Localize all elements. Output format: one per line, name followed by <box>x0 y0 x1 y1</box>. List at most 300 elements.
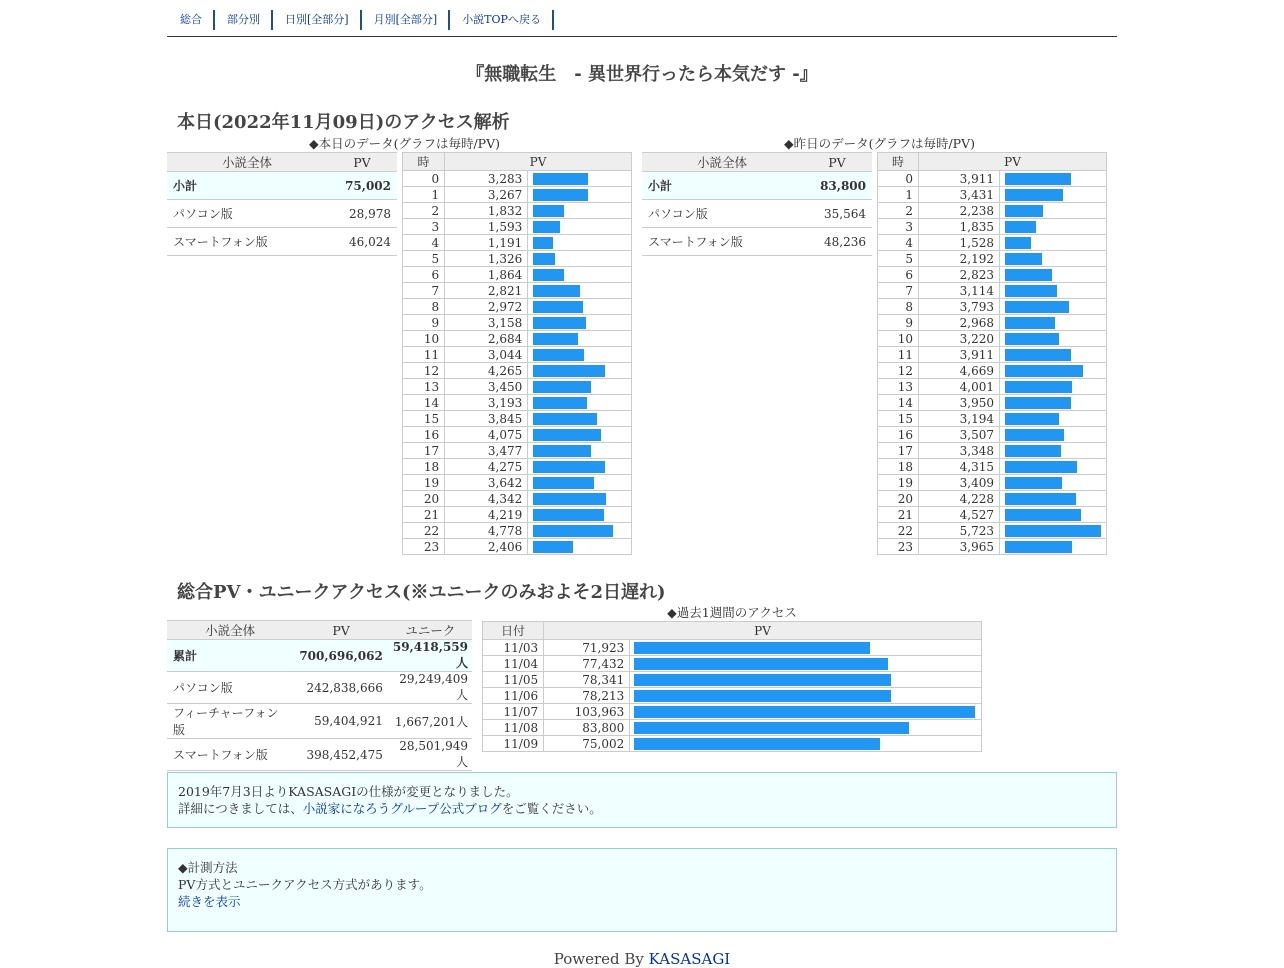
pv-value: 5,723 <box>919 523 1000 539</box>
bar-cell <box>528 475 632 491</box>
bar-cell <box>528 203 632 219</box>
bar-cell <box>1000 427 1107 443</box>
pv-bar <box>1005 413 1059 425</box>
pv-bar <box>533 205 564 217</box>
pv-value: 3,450 <box>445 379 528 395</box>
row-label: パソコン版 <box>167 200 327 228</box>
hour-label: 13 <box>403 379 445 395</box>
pv-value: 1,832 <box>445 203 528 219</box>
pv-value: 3,477 <box>445 443 528 459</box>
pv-bar <box>533 173 588 185</box>
date-label: 11/05 <box>483 672 544 688</box>
pv-bar <box>533 509 604 521</box>
pv-header: PV <box>919 153 1107 171</box>
show-more-link[interactable]: 続きを表示 <box>178 894 241 909</box>
pv-value: 3,193 <box>445 395 528 411</box>
pv-bar <box>533 285 580 297</box>
hour-label: 7 <box>403 283 445 299</box>
hour-row <box>403 187 632 203</box>
row-label: スマートフォン版 <box>167 228 327 256</box>
pv-value: 1,191 <box>445 235 528 251</box>
pv-value: 3,911 <box>919 347 1000 363</box>
week-caption: ◆過去1週間のアクセス <box>667 605 797 620</box>
pv-value: 4,219 <box>445 507 528 523</box>
hour-label: 3 <box>878 219 919 235</box>
novel-title: 『無職転生 - 異世界行ったら本気だす -』 <box>466 64 818 85</box>
row-label: 小計 <box>167 172 327 200</box>
row-label: スマートフォン版 <box>167 739 293 771</box>
bar-cell <box>528 411 632 427</box>
bar-cell <box>528 283 632 299</box>
pv-value: 4,778 <box>445 523 528 539</box>
pv-value: 3,793 <box>919 299 1000 315</box>
bar-cell <box>630 704 982 720</box>
pv-value: 71,923 <box>544 640 630 656</box>
date-label: 11/08 <box>483 720 544 736</box>
hour-label: 2 <box>878 203 919 219</box>
pv-bar <box>634 738 880 750</box>
pv-bar <box>1005 173 1071 185</box>
pv-bar <box>533 525 613 537</box>
pv-bar <box>533 189 588 201</box>
hour-label: 22 <box>403 523 445 539</box>
hour-label: 23 <box>878 539 919 555</box>
pv-bar <box>1005 317 1055 329</box>
pv-value: 103,963 <box>544 704 630 720</box>
row-unique: 29,249,409人 <box>389 672 472 704</box>
bar-cell <box>528 379 632 395</box>
bar-cell <box>630 720 982 736</box>
bar-cell <box>1000 395 1107 411</box>
pv-value: 1,835 <box>919 219 1000 235</box>
pv-value: 1,593 <box>445 219 528 235</box>
pv-value: 4,342 <box>445 491 528 507</box>
bar-cell <box>1000 347 1107 363</box>
bar-cell <box>528 539 632 555</box>
bar-cell <box>528 299 632 315</box>
pv-header: PV <box>544 622 982 640</box>
pv-header: PV <box>445 153 632 171</box>
row-pv: 59,404,921 <box>293 704 389 739</box>
pv-value: 2,821 <box>445 283 528 299</box>
row-label: パソコン版 <box>642 200 802 228</box>
nav-novel-top-link[interactable]: 小説TOPへ戻る <box>450 10 554 30</box>
week-row <box>483 720 982 736</box>
bar-cell <box>528 459 632 475</box>
hour-label: 20 <box>403 491 445 507</box>
pv-bar <box>533 317 586 329</box>
hour-row <box>878 267 1107 283</box>
hour-label: 10 <box>403 331 445 347</box>
table-row <box>642 200 872 228</box>
bar-cell <box>528 187 632 203</box>
total-header-pv: PV <box>293 621 389 640</box>
nav-daily-link[interactable]: 日別[全部分] <box>273 10 362 30</box>
pv-bar <box>533 381 591 393</box>
hour-row <box>878 523 1107 539</box>
bar-cell <box>1000 443 1107 459</box>
date-label: 11/06 <box>483 688 544 704</box>
nav-partial-link[interactable]: 部分別 <box>215 10 273 30</box>
summary-header-label: 小説全体 <box>167 153 327 172</box>
pv-value: 3,044 <box>445 347 528 363</box>
notice-line2-prefix: 詳細につきましては、 <box>178 801 303 816</box>
pv-value: 2,823 <box>919 267 1000 283</box>
official-blog-link[interactable]: 小説家になろうグループ公式ブログ <box>302 801 502 816</box>
row-value: 75,002 <box>327 172 397 200</box>
pv-value: 3,283 <box>445 171 528 187</box>
pv-bar <box>533 397 587 409</box>
bar-cell <box>1000 491 1107 507</box>
kasasagi-link[interactable]: KASASAGI <box>648 950 731 968</box>
today-heading: 本日(2022年11月09日)のアクセス解析 <box>177 112 510 133</box>
table-row <box>167 739 472 771</box>
hour-row <box>403 427 632 443</box>
pv-value: 4,075 <box>445 427 528 443</box>
pv-value: 2,968 <box>919 315 1000 331</box>
bar-cell <box>630 672 982 688</box>
hour-row <box>878 315 1107 331</box>
bar-cell <box>1000 267 1107 283</box>
hour-row <box>403 171 632 187</box>
pv-value: 3,409 <box>919 475 1000 491</box>
pv-value: 4,275 <box>445 459 528 475</box>
hour-label: 1 <box>878 187 919 203</box>
row-label: フィーチャーフォン版 <box>167 704 293 739</box>
row-value: 46,024 <box>327 228 397 256</box>
pv-value: 2,238 <box>919 203 1000 219</box>
footer-prefix: Powered By <box>553 950 649 968</box>
date-header: 日付 <box>483 622 544 640</box>
pv-value: 78,213 <box>544 688 630 704</box>
table-row <box>167 200 397 228</box>
pv-bar <box>1005 477 1062 489</box>
pv-value: 1,864 <box>445 267 528 283</box>
hour-label: 3 <box>403 219 445 235</box>
bar-cell <box>528 443 632 459</box>
hour-row <box>403 443 632 459</box>
hour-label: 20 <box>878 491 919 507</box>
nav-monthly-link[interactable]: 月別[全部分] <box>362 10 451 30</box>
bar-cell <box>528 251 632 267</box>
bar-cell <box>528 363 632 379</box>
hour-label: 4 <box>403 235 445 251</box>
bar-cell <box>528 171 632 187</box>
hour-row <box>878 171 1107 187</box>
bar-cell <box>1000 539 1107 555</box>
pv-value: 3,348 <box>919 443 1000 459</box>
hour-label: 5 <box>878 251 919 267</box>
hour-row <box>403 251 632 267</box>
hour-label: 5 <box>403 251 445 267</box>
pv-value: 3,642 <box>445 475 528 491</box>
pv-bar <box>1005 301 1069 313</box>
pv-bar <box>533 413 597 425</box>
summary-header-label: 小説全体 <box>642 153 802 172</box>
hour-label: 21 <box>403 507 445 523</box>
bar-cell <box>1000 507 1107 523</box>
bar-cell <box>528 523 632 539</box>
bar-cell <box>630 640 982 656</box>
hour-label: 1 <box>403 187 445 203</box>
hour-row <box>403 539 632 555</box>
bar-cell <box>528 507 632 523</box>
pv-bar <box>533 253 555 265</box>
hour-row <box>878 235 1107 251</box>
pv-bar <box>1005 333 1059 345</box>
pv-bar <box>1005 365 1083 377</box>
week-row <box>483 688 982 704</box>
summary-header-pv: PV <box>802 153 872 172</box>
row-pv: 398,452,475 <box>293 739 389 771</box>
bar-cell <box>1000 475 1107 491</box>
bar-cell <box>528 427 632 443</box>
date-label: 11/07 <box>483 704 544 720</box>
date-label: 11/09 <box>483 736 544 752</box>
bar-cell <box>1000 187 1107 203</box>
row-value: 48,236 <box>802 228 872 256</box>
hour-label: 0 <box>878 171 919 187</box>
total-header-label: 小説全体 <box>167 621 293 640</box>
hour-label: 10 <box>878 331 919 347</box>
pv-bar <box>533 349 584 361</box>
bar-cell <box>1000 251 1107 267</box>
pv-bar <box>1005 221 1036 233</box>
pv-value: 4,265 <box>445 363 528 379</box>
pv-bar <box>1005 349 1071 361</box>
bar-cell <box>528 315 632 331</box>
bar-cell <box>1000 299 1107 315</box>
hour-row <box>403 475 632 491</box>
week-table <box>482 621 982 752</box>
bar-cell <box>528 491 632 507</box>
hour-label: 0 <box>403 171 445 187</box>
nav-overall-link[interactable]: 総合 <box>167 10 215 30</box>
hour-label: 6 <box>878 267 919 283</box>
hour-row <box>878 395 1107 411</box>
hour-label: 22 <box>878 523 919 539</box>
row-pv: 700,696,062 <box>293 640 389 672</box>
hour-row <box>878 219 1107 235</box>
pv-bar <box>533 301 583 313</box>
notice-line1: 2019年7月3日よりKASASAGIの仕様が変更となりました。 <box>178 784 519 799</box>
table-row <box>167 672 472 704</box>
bar-cell <box>528 347 632 363</box>
hour-row <box>878 411 1107 427</box>
pv-bar <box>1005 509 1081 521</box>
hour-row <box>403 203 632 219</box>
bar-cell <box>528 267 632 283</box>
hour-row <box>878 251 1107 267</box>
yesterday-summary-table <box>642 152 872 256</box>
pv-value: 4,001 <box>919 379 1000 395</box>
date-label: 11/04 <box>483 656 544 672</box>
pv-bar <box>1005 189 1063 201</box>
hour-row <box>403 299 632 315</box>
row-label: 累計 <box>167 640 293 672</box>
pv-value: 3,114 <box>919 283 1000 299</box>
bar-cell <box>1000 171 1107 187</box>
pv-bar <box>634 658 888 670</box>
today-summary-table <box>167 152 397 256</box>
hour-row <box>403 347 632 363</box>
bar-cell <box>1000 363 1107 379</box>
row-value: 83,800 <box>802 172 872 200</box>
hour-label: 11 <box>403 347 445 363</box>
pv-value: 3,220 <box>919 331 1000 347</box>
table-row <box>642 172 872 200</box>
bar-cell <box>630 736 982 752</box>
hour-row <box>878 203 1107 219</box>
hour-label: 18 <box>878 459 919 475</box>
pv-bar <box>533 333 578 345</box>
hour-row <box>403 491 632 507</box>
bar-cell <box>1000 283 1107 299</box>
summary-header-pv: PV <box>327 153 397 172</box>
pv-value: 75,002 <box>544 736 630 752</box>
hour-row <box>878 443 1107 459</box>
date-label: 11/03 <box>483 640 544 656</box>
pv-value: 4,527 <box>919 507 1000 523</box>
pv-value: 3,911 <box>919 171 1000 187</box>
bar-cell <box>1000 411 1107 427</box>
pv-value: 2,192 <box>919 251 1000 267</box>
hour-row <box>403 459 632 475</box>
footer <box>167 950 1117 968</box>
hour-header: 時 <box>403 153 445 171</box>
pv-bar <box>1005 397 1071 409</box>
pv-bar <box>1005 253 1042 265</box>
table-row <box>167 640 472 672</box>
pv-value: 1,326 <box>445 251 528 267</box>
hour-row <box>878 283 1107 299</box>
pv-value: 3,431 <box>919 187 1000 203</box>
hour-label: 23 <box>403 539 445 555</box>
pv-bar <box>1005 237 1031 249</box>
pv-value: 2,406 <box>445 539 528 555</box>
hour-row <box>403 235 632 251</box>
week-row <box>483 704 982 720</box>
hour-row <box>403 379 632 395</box>
hour-label: 11 <box>878 347 919 363</box>
row-label: 小計 <box>642 172 802 200</box>
hour-label: 8 <box>878 299 919 315</box>
hour-row <box>878 379 1107 395</box>
pv-bar <box>533 221 560 233</box>
bar-cell <box>1000 379 1107 395</box>
pv-bar <box>1005 525 1101 537</box>
hour-row <box>403 219 632 235</box>
pv-bar <box>1005 541 1072 553</box>
method-title: ◆計測方法 <box>178 860 238 875</box>
bar-cell <box>528 331 632 347</box>
pv-bar <box>634 722 909 734</box>
method-text: PV方式とユニークアクセス方式があります。 <box>178 877 432 892</box>
hour-row <box>878 491 1107 507</box>
row-unique: 1,667,201人 <box>389 704 472 739</box>
hour-label: 13 <box>878 379 919 395</box>
table-row <box>167 704 472 739</box>
hour-row <box>403 363 632 379</box>
pv-value: 3,845 <box>445 411 528 427</box>
hour-label: 16 <box>403 427 445 443</box>
hour-label: 12 <box>878 363 919 379</box>
bar-cell <box>1000 523 1107 539</box>
pv-bar <box>1005 205 1043 217</box>
hour-label: 9 <box>403 315 445 331</box>
pv-bar <box>533 269 564 281</box>
bar-cell <box>528 219 632 235</box>
week-row <box>483 736 982 752</box>
total-heading: 総合PV・ユニークアクセス(※ユニークのみおよそ2日遅れ) <box>177 582 666 603</box>
hour-row <box>403 507 632 523</box>
notice-line2 <box>178 800 1106 817</box>
bar-cell <box>528 395 632 411</box>
hour-row <box>403 523 632 539</box>
hour-row <box>403 411 632 427</box>
yesterday-caption: ◆昨日のデータ(グラフは毎時/PV) <box>783 136 976 151</box>
pv-bar <box>533 477 594 489</box>
pv-bar <box>1005 429 1064 441</box>
bar-cell <box>1000 331 1107 347</box>
hour-label: 2 <box>403 203 445 219</box>
pv-value: 3,965 <box>919 539 1000 555</box>
bar-cell <box>630 688 982 704</box>
bar-cell <box>1000 459 1107 475</box>
hour-row <box>878 363 1107 379</box>
row-label: スマートフォン版 <box>642 228 802 256</box>
week-row <box>483 640 982 656</box>
hour-label: 16 <box>878 427 919 443</box>
today-caption: ◆本日のデータ(グラフは毎時/PV) <box>308 136 501 151</box>
row-value: 35,564 <box>802 200 872 228</box>
pv-bar <box>533 237 553 249</box>
hour-row <box>878 507 1107 523</box>
pv-value: 3,267 <box>445 187 528 203</box>
pv-bar <box>1005 269 1052 281</box>
pv-value: 83,800 <box>544 720 630 736</box>
hour-label: 19 <box>878 475 919 491</box>
hour-header: 時 <box>878 153 919 171</box>
hour-label: 14 <box>403 395 445 411</box>
pv-bar <box>1005 461 1077 473</box>
total-table <box>167 620 472 771</box>
hour-row <box>403 267 632 283</box>
pv-bar <box>634 642 870 654</box>
hour-label: 17 <box>403 443 445 459</box>
top-nav <box>167 10 1117 37</box>
bar-cell <box>630 656 982 672</box>
table-row <box>642 228 872 256</box>
hour-row <box>403 283 632 299</box>
pv-bar <box>533 365 605 377</box>
hour-row <box>403 395 632 411</box>
hour-row <box>878 299 1107 315</box>
pv-value: 77,432 <box>544 656 630 672</box>
table-row <box>167 228 397 256</box>
hour-label: 18 <box>403 459 445 475</box>
pv-value: 3,950 <box>919 395 1000 411</box>
hour-label: 17 <box>878 443 919 459</box>
pv-value: 3,194 <box>919 411 1000 427</box>
pv-bar <box>533 429 601 441</box>
pv-bar <box>1005 285 1057 297</box>
pv-value: 3,507 <box>919 427 1000 443</box>
row-unique: 28,501,949人 <box>389 739 472 771</box>
hour-row <box>878 459 1107 475</box>
bar-cell <box>1000 235 1107 251</box>
bar-cell <box>1000 315 1107 331</box>
